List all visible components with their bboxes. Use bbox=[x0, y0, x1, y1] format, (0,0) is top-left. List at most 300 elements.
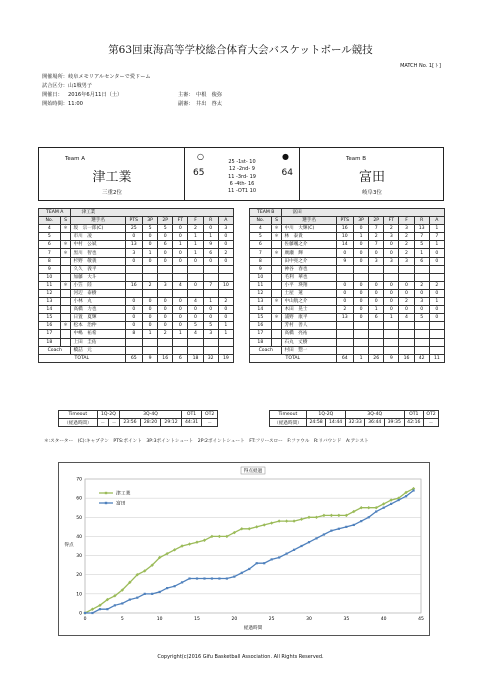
player-row bbox=[250, 281, 445, 289]
stat-cell: 0 bbox=[336, 298, 353, 306]
stat-cell: 0 bbox=[369, 281, 384, 289]
column-header: 2P bbox=[158, 217, 173, 225]
period-header: 1Q-2Q bbox=[97, 411, 120, 419]
stat-cell bbox=[188, 346, 203, 354]
stat-cell: 3 bbox=[125, 249, 142, 257]
player-row bbox=[250, 338, 445, 346]
total-label: TOTAL bbox=[39, 354, 126, 362]
stat-cell: 1 bbox=[384, 314, 399, 322]
stat-cell: 6 bbox=[250, 241, 272, 249]
stat-cell bbox=[125, 273, 142, 281]
stat-cell bbox=[353, 338, 368, 346]
stat-cell: 0 bbox=[414, 289, 429, 297]
data-point bbox=[271, 558, 273, 560]
stat-cell bbox=[218, 273, 233, 281]
stat-cell bbox=[158, 338, 173, 346]
team-label: TEAM B bbox=[250, 209, 282, 217]
stat-cell bbox=[384, 322, 399, 330]
player-row bbox=[39, 225, 234, 233]
stat-cell: 0 bbox=[429, 257, 444, 265]
stat-cell: 3 bbox=[384, 257, 399, 265]
stat-cell: 0 bbox=[384, 249, 399, 257]
stat-cell: 15 bbox=[39, 314, 61, 322]
stat-cell: 2 bbox=[142, 281, 157, 289]
stat-cell: 1 bbox=[429, 241, 444, 249]
stat-cell bbox=[369, 265, 384, 273]
stat-cell: 6 bbox=[39, 241, 61, 249]
stat-cell bbox=[414, 265, 429, 273]
data-point bbox=[211, 577, 213, 579]
data-point bbox=[323, 533, 325, 535]
plot-area bbox=[85, 479, 421, 613]
stat-cell: 0 bbox=[336, 289, 353, 297]
stat-cell bbox=[125, 346, 142, 354]
stat-cell: 2 bbox=[218, 249, 233, 257]
timeout-time: 24:58 bbox=[306, 419, 326, 427]
player-row bbox=[39, 257, 234, 265]
stat-cell: ＊ bbox=[60, 249, 71, 257]
data-point bbox=[218, 577, 220, 579]
stat-cell: 0 bbox=[369, 298, 384, 306]
stat-cell bbox=[60, 330, 71, 338]
stat-cell: 0 bbox=[218, 233, 233, 241]
stat-cell: 中山航之介 bbox=[282, 298, 336, 306]
data-point bbox=[151, 593, 153, 595]
timeout-time: － bbox=[97, 419, 108, 427]
y-tick-label: 10 bbox=[76, 592, 82, 598]
timeout-time: － bbox=[108, 419, 119, 427]
timeout-value-row bbox=[270, 419, 439, 427]
stat-cell bbox=[399, 346, 414, 354]
column-header: S bbox=[271, 217, 282, 225]
total-cell: 16 bbox=[158, 354, 173, 362]
stat-cell: 9 bbox=[336, 257, 353, 265]
stat-cell bbox=[60, 233, 71, 241]
team-header-row bbox=[250, 209, 445, 217]
stat-cell: 12 bbox=[250, 289, 272, 297]
stat-cell: 7 bbox=[39, 249, 61, 257]
stat-cell bbox=[203, 273, 218, 281]
stat-cell bbox=[414, 322, 429, 330]
stat-cell bbox=[384, 330, 399, 338]
player-row bbox=[39, 322, 234, 330]
stat-cell: 14 bbox=[250, 306, 272, 314]
stat-cell bbox=[188, 265, 203, 273]
stat-cell: ＊ bbox=[60, 281, 71, 289]
stat-cell: 高橋 力也 bbox=[71, 306, 125, 314]
y-tick-label: 0 bbox=[79, 611, 82, 617]
stat-cell: 0 bbox=[142, 298, 157, 306]
stat-cell: ＊ bbox=[271, 225, 282, 233]
stat-cell: 2 bbox=[414, 281, 429, 289]
player-row bbox=[39, 298, 234, 306]
stat-cell: 0 bbox=[218, 314, 233, 322]
stat-cell: 9 bbox=[250, 265, 272, 273]
player-row bbox=[39, 281, 234, 289]
player-row bbox=[39, 338, 234, 346]
data-point bbox=[136, 597, 138, 599]
stat-cell bbox=[429, 338, 444, 346]
player-row bbox=[39, 314, 234, 322]
legend-marker bbox=[105, 492, 107, 494]
total-cell: 11 bbox=[429, 354, 444, 362]
stat-cell bbox=[142, 346, 157, 354]
stat-cell: 2 bbox=[399, 233, 414, 241]
stat-cell: 7 bbox=[250, 249, 272, 257]
x-tick-label: 5 bbox=[120, 617, 124, 622]
column-header: No. bbox=[39, 217, 61, 225]
stat-cell: 0 bbox=[203, 257, 218, 265]
team-name: 津工業 bbox=[71, 209, 234, 217]
player-row bbox=[250, 306, 445, 314]
stat-cell: 13 bbox=[125, 241, 142, 249]
stat-cell: 4 bbox=[399, 314, 414, 322]
player-row bbox=[250, 249, 445, 257]
stat-cell: 17 bbox=[250, 330, 272, 338]
stat-cell: 0 bbox=[399, 289, 414, 297]
timeout-header-row bbox=[270, 411, 439, 419]
period-header: 1Q-2Q bbox=[306, 411, 345, 419]
stat-cell: 0 bbox=[158, 314, 173, 322]
stat-cell bbox=[384, 265, 399, 273]
column-header: A bbox=[429, 217, 444, 225]
stat-cell: 1 bbox=[429, 298, 444, 306]
stat-cell bbox=[142, 289, 157, 297]
stat-cell bbox=[429, 265, 444, 273]
referee-sub: 副審： 井出 啓太 bbox=[178, 101, 222, 107]
total-cell: 42 bbox=[414, 354, 429, 362]
stat-cell: 2 bbox=[384, 225, 399, 233]
stat-cell bbox=[353, 273, 368, 281]
data-point bbox=[84, 612, 86, 614]
stat-cell: 0 bbox=[353, 314, 368, 322]
stat-cell: 0 bbox=[173, 249, 188, 257]
stat-cell: 1 bbox=[369, 306, 384, 314]
stat-cell: 小林 丸 bbox=[71, 298, 125, 306]
stat-cell: 0 bbox=[173, 306, 188, 314]
stat-cell: 1 bbox=[203, 233, 218, 241]
data-point bbox=[181, 581, 183, 583]
stat-cell bbox=[188, 273, 203, 281]
stat-cell: 9 bbox=[203, 241, 218, 249]
stat-cell bbox=[173, 346, 188, 354]
stat-cell: 0 bbox=[125, 322, 142, 330]
stat-cell: 0 bbox=[384, 306, 399, 314]
stat-cell: 7 bbox=[369, 225, 384, 233]
stat-cell: 6 bbox=[158, 241, 173, 249]
stat-cell: 1 bbox=[188, 241, 203, 249]
stat-cell: 13 bbox=[336, 314, 353, 322]
player-row bbox=[250, 322, 445, 330]
stat-cell: 0 bbox=[173, 257, 188, 265]
stat-cell bbox=[203, 265, 218, 273]
stat-cell: 0 bbox=[158, 298, 173, 306]
timeout-time: 23:56 bbox=[120, 419, 141, 427]
stat-cell: ＊ bbox=[271, 298, 282, 306]
y-tick-label: 20 bbox=[76, 573, 82, 579]
data-point bbox=[129, 599, 131, 601]
team-b-panel bbox=[299, 148, 443, 200]
info-row: 開催場所：岐阜メモリアルセンターで愛ドーム bbox=[42, 74, 151, 80]
stat-cell: 0 bbox=[173, 322, 188, 330]
stat-cell bbox=[218, 346, 233, 354]
data-point bbox=[405, 495, 407, 497]
data-point bbox=[203, 577, 205, 579]
stat-cell: 石丸 丈樹 bbox=[282, 338, 336, 346]
legend-marker bbox=[105, 502, 107, 504]
stat-cell: 0 bbox=[173, 233, 188, 241]
stat-cell: 河辺 泰樹 bbox=[71, 289, 125, 297]
player-row bbox=[250, 225, 445, 233]
player-row bbox=[250, 314, 445, 322]
column-header: PTS bbox=[336, 217, 353, 225]
stat-cell bbox=[336, 338, 353, 346]
period-header: 3Q-4Q bbox=[345, 411, 404, 419]
stat-cell bbox=[173, 289, 188, 297]
timeout-time: 28:20 bbox=[140, 419, 161, 427]
stat-cell: 4 bbox=[188, 330, 203, 338]
data-point bbox=[263, 562, 265, 564]
stat-cell: 16 bbox=[250, 322, 272, 330]
period-header: OT2 bbox=[202, 411, 218, 419]
team-a-score: 65 bbox=[193, 168, 205, 178]
total-cell: 18 bbox=[188, 354, 203, 362]
stat-cell bbox=[218, 289, 233, 297]
stat-cell: 1 bbox=[142, 330, 157, 338]
stat-cell bbox=[142, 265, 157, 273]
stat-cell: 0 bbox=[125, 233, 142, 241]
stat-cell bbox=[271, 265, 282, 273]
stat-cell: 中川 大輝(C) bbox=[282, 225, 336, 233]
stat-cell: 3 bbox=[399, 257, 414, 265]
stat-cell: 2 bbox=[188, 225, 203, 233]
stat-cell bbox=[188, 338, 203, 346]
stat-cell: 4 bbox=[250, 225, 272, 233]
stat-cell: 0 bbox=[173, 225, 188, 233]
data-point bbox=[91, 612, 93, 614]
stat-cell: ＊ bbox=[60, 225, 71, 233]
stat-cell bbox=[271, 257, 282, 265]
stat-cell bbox=[60, 265, 71, 273]
stat-cell bbox=[369, 330, 384, 338]
stat-cell bbox=[60, 338, 71, 346]
stat-cell: 7 bbox=[369, 241, 384, 249]
stat-cell: 8 bbox=[250, 257, 272, 265]
x-axis-label: 経過時間 bbox=[243, 626, 263, 631]
data-point bbox=[144, 593, 146, 595]
stat-cell: 田中亮之介 bbox=[282, 257, 336, 265]
stat-cell: 13 bbox=[414, 225, 429, 233]
stat-cell bbox=[369, 273, 384, 281]
data-point bbox=[196, 577, 198, 579]
column-header: PTS bbox=[125, 217, 142, 225]
stat-cell bbox=[384, 346, 399, 354]
x-tick-label: 35 bbox=[343, 617, 350, 622]
stat-cell: 14 bbox=[336, 241, 353, 249]
stat-cell: 17 bbox=[39, 330, 61, 338]
stat-cell bbox=[60, 306, 71, 314]
stat-cell: 3 bbox=[414, 298, 429, 306]
data-point bbox=[368, 516, 370, 518]
stat-cell bbox=[414, 330, 429, 338]
stat-cell: 1 bbox=[188, 233, 203, 241]
stat-cell bbox=[142, 273, 157, 281]
player-row bbox=[250, 289, 445, 297]
stat-cell: 11 bbox=[250, 281, 272, 289]
stat-cell: 0 bbox=[142, 322, 157, 330]
elapsed-label: （経過時間） bbox=[270, 419, 307, 427]
stat-cell bbox=[271, 273, 282, 281]
stat-cell: 18 bbox=[250, 338, 272, 346]
stat-cell: ＊ bbox=[271, 249, 282, 257]
stat-cell bbox=[369, 322, 384, 330]
stat-cell bbox=[125, 338, 142, 346]
stat-cell: 久久 義平 bbox=[71, 265, 125, 273]
stat-cell: 0 bbox=[429, 289, 444, 297]
data-point bbox=[330, 530, 332, 532]
stat-cell: 0 bbox=[142, 233, 157, 241]
data-point bbox=[278, 556, 280, 558]
team-a-stats-table bbox=[38, 208, 234, 363]
stat-cell bbox=[336, 330, 353, 338]
data-point bbox=[233, 576, 235, 578]
stat-cell: 0 bbox=[142, 306, 157, 314]
stat-cell bbox=[336, 273, 353, 281]
stat-cell: 上田 圭佑 bbox=[71, 338, 125, 346]
stat-cell: 0 bbox=[188, 281, 203, 289]
player-row bbox=[39, 306, 234, 314]
timeout-time: 44:31 bbox=[181, 419, 202, 427]
stat-cell: 5 bbox=[142, 225, 157, 233]
stat-cell bbox=[369, 338, 384, 346]
stat-cell: 毛利 華也 bbox=[282, 273, 336, 281]
abbreviation-legend: ＊:スターター (C):キャプテン PTS:ポイント 3P:3ポイントシュート 2P:2ポイントシュート FT:フリースロー F:ファウル R:リバウンド A:アシスト bbox=[44, 439, 369, 444]
timeout-header-row bbox=[59, 411, 218, 419]
y-tick-label: 70 bbox=[76, 477, 82, 483]
x-tick-label: 40 bbox=[380, 617, 387, 622]
stat-cell: 0 bbox=[125, 306, 142, 314]
stat-cell: 13 bbox=[250, 298, 272, 306]
stat-cell: 村田 惣一 bbox=[282, 346, 336, 354]
stat-cell: 2 bbox=[369, 233, 384, 241]
stat-cell bbox=[218, 265, 233, 273]
stat-cell: 11 bbox=[39, 281, 61, 289]
data-point bbox=[241, 572, 243, 574]
page-title: 第63回東海高等学校総合体育大会バスケットボール競技 bbox=[108, 44, 373, 56]
period-header: OT1 bbox=[404, 411, 424, 419]
stat-cell: 10 bbox=[250, 273, 272, 281]
stat-cell bbox=[142, 338, 157, 346]
team-a-pref: 三重2位 bbox=[102, 190, 122, 196]
player-row bbox=[250, 257, 445, 265]
stat-cell: 8 bbox=[125, 330, 142, 338]
stat-cell bbox=[353, 330, 368, 338]
stat-cell: 1 bbox=[173, 241, 188, 249]
timeout-time: 42:16 bbox=[404, 419, 424, 427]
stat-cell bbox=[399, 322, 414, 330]
stat-cell: 25 bbox=[125, 225, 142, 233]
stat-cell bbox=[336, 322, 353, 330]
stat-cell: 5 bbox=[188, 322, 203, 330]
stat-cell bbox=[414, 338, 429, 346]
stat-cell: 日置 夏輝 bbox=[71, 314, 125, 322]
stat-cell: 0 bbox=[173, 298, 188, 306]
column-header-row bbox=[250, 217, 445, 225]
stat-cell: 0 bbox=[188, 306, 203, 314]
stat-cell: 廣瀬 輝 bbox=[282, 249, 336, 257]
team-b-timeout-table bbox=[269, 410, 439, 427]
stat-cell bbox=[384, 338, 399, 346]
stat-cell bbox=[173, 265, 188, 273]
stat-cell bbox=[384, 273, 399, 281]
stat-cell: 0 bbox=[384, 241, 399, 249]
stat-cell: 0 bbox=[158, 322, 173, 330]
stat-cell bbox=[429, 273, 444, 281]
column-header: S bbox=[60, 217, 71, 225]
stat-cell: 木田 晃士 bbox=[282, 306, 336, 314]
stat-cell: 神谷 春也 bbox=[282, 265, 336, 273]
total-row bbox=[250, 354, 445, 362]
column-header: 選手名 bbox=[71, 217, 125, 225]
y-axis-label: 得点 bbox=[64, 543, 74, 548]
total-cell: 65 bbox=[125, 354, 142, 362]
timeout-label: Timeout bbox=[59, 411, 98, 419]
column-header: FT bbox=[173, 217, 188, 225]
x-tick-label: 25 bbox=[268, 617, 275, 622]
info-row: 開催日： 2016年6月11日（土） bbox=[42, 92, 123, 98]
referee-main: 主審： 中根 俊弥 bbox=[178, 92, 222, 98]
info-row: 試合区分：山1戦男子 bbox=[42, 83, 93, 89]
player-row bbox=[39, 289, 234, 297]
stat-cell: 0 bbox=[353, 257, 368, 265]
column-header: R bbox=[414, 217, 429, 225]
stat-cell bbox=[369, 346, 384, 354]
total-row bbox=[39, 354, 234, 362]
stat-cell: 0 bbox=[369, 289, 384, 297]
stat-cell: 0 bbox=[429, 249, 444, 257]
stat-cell: 0 bbox=[429, 306, 444, 314]
column-header: 2P bbox=[369, 217, 384, 225]
column-header: F bbox=[399, 217, 414, 225]
stat-cell: 黒川 智也 bbox=[71, 249, 125, 257]
stat-cell: 中村 公斌 bbox=[71, 241, 125, 249]
legend-label: 富田 bbox=[116, 501, 126, 507]
team-a-label: Team A bbox=[65, 156, 86, 162]
stat-cell bbox=[399, 338, 414, 346]
stat-cell bbox=[271, 322, 282, 330]
timeout-label: Timeout bbox=[270, 411, 307, 419]
total-cell: 9 bbox=[384, 354, 399, 362]
stat-cell: ＊ bbox=[271, 314, 282, 322]
team-a-panel bbox=[39, 148, 185, 200]
stat-cell: 0 bbox=[142, 257, 157, 265]
chart-title: 得点経過 bbox=[243, 469, 263, 474]
total-cell: 1 bbox=[353, 354, 368, 362]
stat-cell: 10 bbox=[39, 273, 61, 281]
stat-cell: 7 bbox=[429, 233, 444, 241]
stat-cell: 0 bbox=[203, 314, 218, 322]
stat-cell bbox=[60, 314, 71, 322]
timeout-value-row bbox=[59, 419, 218, 427]
stat-cell: 0 bbox=[353, 289, 368, 297]
stat-cell: 0 bbox=[158, 306, 173, 314]
y-tick-label: 40 bbox=[76, 534, 82, 540]
stat-cell: 0 bbox=[353, 241, 368, 249]
team-label: TEAM A bbox=[39, 209, 71, 217]
total-cell: 64 bbox=[336, 354, 353, 362]
stat-cell: 0 bbox=[188, 314, 203, 322]
column-header: No. bbox=[250, 217, 272, 225]
